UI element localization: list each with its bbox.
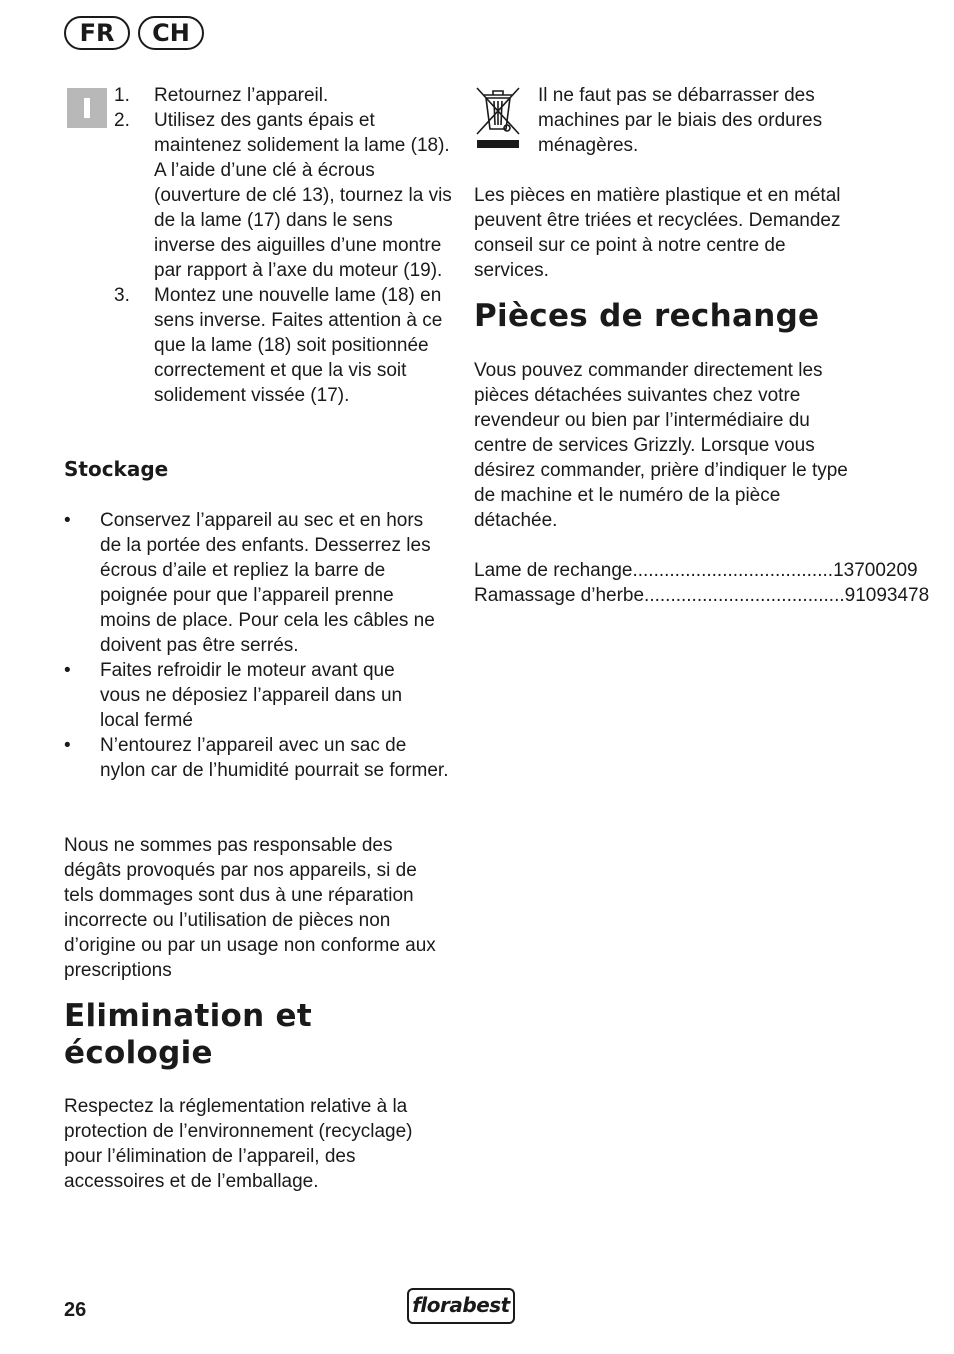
- florabest-logo: florabest: [407, 1288, 515, 1324]
- step-text: Montez une nouvelle lame (18) en sens inverse. Faites attention à ce que la lame (18) soit positionnée correctement et que la vis soit solidement vissée (17).: [154, 285, 443, 406]
- bullet-icon: •: [64, 510, 71, 531]
- leader-dots: ......................................: [644, 585, 845, 606]
- ecology-paragraph: Respectez la réglementation relative à la protection de l’environnement (recyclage) pour l’élimination de l’appareil, des accessoires et de l’emballage.: [64, 1096, 413, 1192]
- ecology-heading: Elimination et écologie: [64, 998, 312, 1071]
- part-number: 13700209: [833, 560, 918, 581]
- storage-heading: Stockage: [64, 457, 169, 481]
- part-name: Lame de rechange: [474, 560, 633, 581]
- storage-list: [64, 508, 449, 783]
- part-row: [474, 583, 930, 608]
- part-number: 91093478: [844, 585, 930, 606]
- step-number: 2.: [114, 110, 130, 131]
- recycle-paragraph: Les pièces en matière plastique et en métal peuvent être triées et recyclées. Demandez conseil sur ce point à notre centre de services.: [474, 185, 841, 281]
- list-item: [64, 508, 449, 658]
- list-item: [64, 733, 449, 783]
- list-item-text: N’entourez l’appareil avec un sac de nylon car de l’humidité pourrait se former.: [100, 735, 449, 781]
- page-number: 26: [64, 1299, 87, 1321]
- crossed-out-bin-icon: [474, 85, 522, 151]
- step-number: 1.: [114, 85, 130, 106]
- step-item: [114, 283, 454, 408]
- spare-parts-intro: Vous pouvez commander directement les pièces détachées suivantes chez votre revendeur ou bien par l’intermédiaire du centre de services Grizzly. Lorsque vous désirez commander, prière d’indiquer le type de machine et le numéro de la pièce détachée.: [474, 360, 848, 531]
- step-marker-icon: [67, 88, 107, 128]
- step-item: [114, 83, 454, 108]
- step-text: Retournez l’appareil.: [154, 85, 329, 106]
- weee-notice: Il ne faut pas se débarrasser des machines par le biais des ordures ménagères.: [538, 85, 823, 156]
- part-name: Ramassage d’herbe: [474, 585, 645, 606]
- bullet-icon: •: [64, 735, 71, 756]
- bullet-icon: •: [64, 660, 71, 681]
- step-item: [114, 108, 454, 283]
- step-number: 3.: [114, 285, 130, 306]
- steps-list: [114, 83, 454, 408]
- spare-parts-heading: Pièces de rechange: [474, 298, 820, 334]
- language-badge-ch: CH: [138, 16, 204, 50]
- language-badge-fr: FR: [64, 16, 130, 50]
- leader-dots: ......................................: [632, 560, 834, 581]
- list-item-text: Faites refroidir le moteur avant que vous ne déposiez l’appareil dans un local fermé: [100, 660, 403, 731]
- step-text: Utilisez des gants épais et maintenez solidement la lame (18). A l’aide d’une clé à écrous (ouverture de clé 13), tournez la vis de la lame (17) dans le sens inverse des aiguilles d’une montre par rapport à l’axe du moteur (19).: [154, 110, 452, 281]
- liability-paragraph: Nous ne sommes pas responsable des dégâts provoqués par nos appareils, si de tels dommages sont dus à une réparation incorrecte ou l’utilisation de pièces non d’origine ou par un usage non conforme aux prescriptions: [64, 835, 436, 981]
- list-item: [64, 658, 449, 733]
- list-item-text: Conservez l’appareil au sec et en hors de la portée des enfants. Desserrez les écrous d’aile et repliez la barre de poignée pour que l’appareil prenne moins de place. Pour cela les câbles ne doivent pas être serrés.: [100, 510, 435, 656]
- parts-list: [474, 558, 930, 608]
- part-row: [474, 558, 918, 583]
